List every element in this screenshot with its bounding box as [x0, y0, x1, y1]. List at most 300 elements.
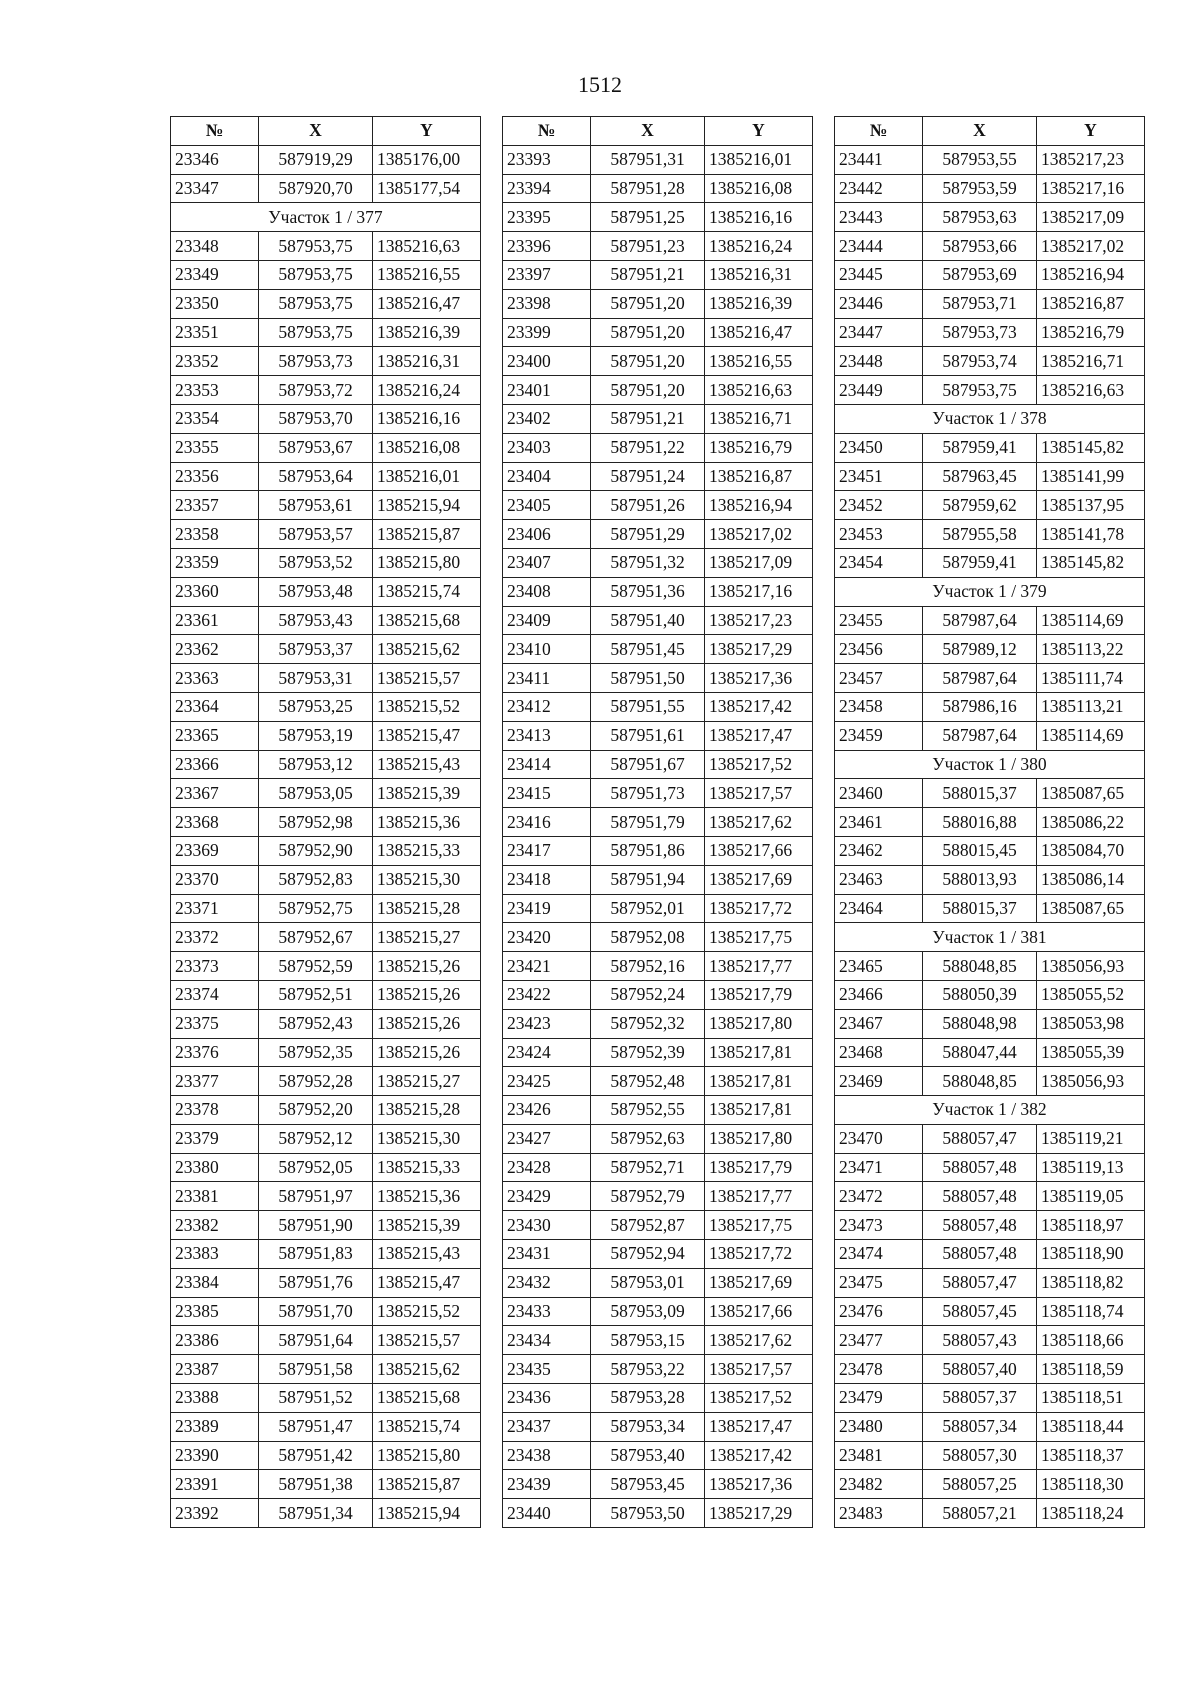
table-row	[503, 923, 813, 952]
point-number-cell: 23381	[171, 1182, 259, 1211]
x-coordinate-cell: 587953,55	[923, 145, 1037, 174]
x-coordinate-cell: 587951,45	[591, 635, 705, 664]
table-row	[171, 577, 481, 606]
table-row	[835, 548, 1145, 577]
table-row	[171, 1038, 481, 1067]
y-coordinate-cell: 1385118,59	[1037, 1355, 1145, 1384]
y-coordinate-cell: 1385215,52	[373, 692, 481, 721]
y-coordinate-cell: 1385217,79	[705, 980, 813, 1009]
x-coordinate-cell: 587951,24	[591, 462, 705, 491]
point-number-cell: 23423	[503, 1009, 591, 1038]
table-row	[835, 1355, 1145, 1384]
y-coordinate-cell: 1385215,28	[373, 1096, 481, 1125]
table-row	[835, 1268, 1145, 1297]
x-coordinate-cell: 587953,09	[591, 1297, 705, 1326]
table-row	[835, 289, 1145, 318]
x-coordinate-cell: 587953,75	[259, 289, 373, 318]
x-coordinate-cell: 587953,69	[923, 260, 1037, 289]
y-coordinate-cell: 1385113,22	[1037, 635, 1145, 664]
x-coordinate-cell: 587952,63	[591, 1124, 705, 1153]
point-number-cell: 23472	[835, 1182, 923, 1211]
point-number-cell: 23390	[171, 1441, 259, 1470]
section-row	[835, 750, 1145, 779]
y-coordinate-cell: 1385215,57	[373, 664, 481, 693]
point-number-cell: 23467	[835, 1009, 923, 1038]
x-coordinate-cell: 587953,52	[259, 548, 373, 577]
x-coordinate-cell: 587953,48	[259, 577, 373, 606]
x-coordinate-cell: 587951,32	[591, 548, 705, 577]
table-row	[171, 1384, 481, 1413]
coordinates-table-3	[834, 116, 1145, 1528]
point-number-cell: 23419	[503, 894, 591, 923]
y-coordinate-cell: 1385215,47	[373, 721, 481, 750]
x-coordinate-cell: 587952,28	[259, 1067, 373, 1096]
y-coordinate-cell: 1385215,26	[373, 1009, 481, 1038]
table-row	[835, 1240, 1145, 1269]
y-coordinate-cell: 1385215,30	[373, 1124, 481, 1153]
table-row	[171, 404, 481, 433]
x-coordinate-cell: 587951,31	[591, 145, 705, 174]
table-row	[503, 491, 813, 520]
y-coordinate-cell: 1385217,29	[705, 635, 813, 664]
table-row	[171, 606, 481, 635]
point-number-cell: 23377	[171, 1067, 259, 1096]
x-coordinate-cell: 587952,35	[259, 1038, 373, 1067]
table-row	[503, 174, 813, 203]
table-row	[503, 577, 813, 606]
point-number-cell: 23371	[171, 894, 259, 923]
table-row	[503, 1153, 813, 1182]
table-header-row	[835, 117, 1145, 146]
y-coordinate-cell: 1385215,36	[373, 1182, 481, 1211]
point-number-cell: 23414	[503, 750, 591, 779]
x-coordinate-cell: 587953,74	[923, 347, 1037, 376]
section-row	[835, 923, 1145, 952]
x-coordinate-cell: 587953,72	[259, 376, 373, 405]
point-number-cell: 23346	[171, 145, 259, 174]
y-coordinate-cell: 1385216,24	[373, 376, 481, 405]
y-coordinate-cell: 1385217,52	[705, 750, 813, 779]
y-coordinate-cell: 1385145,82	[1037, 548, 1145, 577]
point-number-cell: 23441	[835, 145, 923, 174]
x-coordinate-cell: 587952,71	[591, 1153, 705, 1182]
y-coordinate-cell: 1385217,69	[705, 1268, 813, 1297]
y-coordinate-cell: 1385217,09	[705, 548, 813, 577]
table-row	[503, 779, 813, 808]
y-coordinate-cell: 1385217,81	[705, 1038, 813, 1067]
table-row	[171, 980, 481, 1009]
table-row	[171, 1297, 481, 1326]
y-coordinate-cell: 1385216,47	[705, 318, 813, 347]
table-row	[171, 433, 481, 462]
table-row	[835, 635, 1145, 664]
y-coordinate-cell: 1385118,97	[1037, 1211, 1145, 1240]
x-coordinate-cell: 588057,45	[923, 1297, 1037, 1326]
y-coordinate-cell: 1385215,68	[373, 1384, 481, 1413]
x-coordinate-cell: 587953,66	[923, 232, 1037, 261]
section-label: Участок 1 / 380	[835, 750, 1145, 779]
y-coordinate-cell: 1385053,98	[1037, 1009, 1145, 1038]
y-coordinate-cell: 1385055,39	[1037, 1038, 1145, 1067]
point-number-cell: 23382	[171, 1211, 259, 1240]
point-number-cell: 23387	[171, 1355, 259, 1384]
point-number-cell: 23427	[503, 1124, 591, 1153]
y-coordinate-cell: 1385118,82	[1037, 1268, 1145, 1297]
x-coordinate-cell: 588048,85	[923, 952, 1037, 981]
point-number-cell: 23417	[503, 836, 591, 865]
table-row	[835, 721, 1145, 750]
table-row	[835, 318, 1145, 347]
table-row	[503, 692, 813, 721]
point-number-cell: 23407	[503, 548, 591, 577]
point-number-cell: 23400	[503, 347, 591, 376]
y-coordinate-cell: 1385216,08	[705, 174, 813, 203]
section-label: Участок 1 / 381	[835, 923, 1145, 952]
y-coordinate-cell: 1385217,52	[705, 1384, 813, 1413]
point-number-cell: 23482	[835, 1470, 923, 1499]
table-row	[835, 232, 1145, 261]
table-row	[171, 1499, 481, 1528]
y-coordinate-cell: 1385216,47	[373, 289, 481, 318]
table-row	[835, 203, 1145, 232]
y-coordinate-cell: 1385217,72	[705, 1240, 813, 1269]
coordinates-table-1	[170, 116, 481, 1528]
point-number-cell: 23465	[835, 952, 923, 981]
y-coordinate-cell: 1385215,26	[373, 1038, 481, 1067]
y-coordinate-cell: 1385119,05	[1037, 1182, 1145, 1211]
x-coordinate-cell: 587953,73	[923, 318, 1037, 347]
x-coordinate-cell: 587953,57	[259, 520, 373, 549]
y-coordinate-cell: 1385055,52	[1037, 980, 1145, 1009]
point-number-cell: 23431	[503, 1240, 591, 1269]
header-number: №	[171, 117, 259, 146]
point-number-cell: 23430	[503, 1211, 591, 1240]
y-coordinate-cell: 1385114,69	[1037, 606, 1145, 635]
x-coordinate-cell: 587951,28	[591, 174, 705, 203]
point-number-cell: 23370	[171, 865, 259, 894]
x-coordinate-cell: 587953,19	[259, 721, 373, 750]
x-coordinate-cell: 587952,94	[591, 1240, 705, 1269]
x-coordinate-cell: 587951,67	[591, 750, 705, 779]
x-coordinate-cell: 587951,22	[591, 433, 705, 462]
y-coordinate-cell: 1385217,29	[705, 1499, 813, 1528]
x-coordinate-cell: 588057,48	[923, 1182, 1037, 1211]
x-coordinate-cell: 587952,48	[591, 1067, 705, 1096]
y-coordinate-cell: 1385118,90	[1037, 1240, 1145, 1269]
point-number-cell: 23388	[171, 1384, 259, 1413]
point-number-cell: 23452	[835, 491, 923, 520]
table-row	[171, 1470, 481, 1499]
table-row	[171, 1182, 481, 1211]
point-number-cell: 23439	[503, 1470, 591, 1499]
y-coordinate-cell: 1385141,78	[1037, 520, 1145, 549]
point-number-cell: 23354	[171, 404, 259, 433]
y-coordinate-cell: 1385087,65	[1037, 894, 1145, 923]
y-coordinate-cell: 1385217,02	[1037, 232, 1145, 261]
y-coordinate-cell: 1385217,09	[1037, 203, 1145, 232]
x-coordinate-cell: 587952,90	[259, 836, 373, 865]
y-coordinate-cell: 1385217,23	[1037, 145, 1145, 174]
x-coordinate-cell: 587951,94	[591, 865, 705, 894]
x-coordinate-cell: 587952,87	[591, 1211, 705, 1240]
y-coordinate-cell: 1385215,68	[373, 606, 481, 635]
point-number-cell: 23351	[171, 318, 259, 347]
x-coordinate-cell: 588048,98	[923, 1009, 1037, 1038]
x-coordinate-cell: 587959,41	[923, 433, 1037, 462]
x-coordinate-cell: 587953,50	[591, 1499, 705, 1528]
x-coordinate-cell: 588057,47	[923, 1124, 1037, 1153]
table-row	[503, 1067, 813, 1096]
point-number-cell: 23361	[171, 606, 259, 635]
table-row	[171, 721, 481, 750]
x-coordinate-cell: 587951,26	[591, 491, 705, 520]
table-row	[835, 520, 1145, 549]
y-coordinate-cell: 1385217,69	[705, 865, 813, 894]
x-coordinate-cell: 587951,90	[259, 1211, 373, 1240]
point-number-cell: 23375	[171, 1009, 259, 1038]
table-row	[835, 1384, 1145, 1413]
y-coordinate-cell: 1385215,87	[373, 1470, 481, 1499]
table-header-row	[171, 117, 481, 146]
x-coordinate-cell: 587953,40	[591, 1441, 705, 1470]
point-number-cell: 23438	[503, 1441, 591, 1470]
table-row	[171, 1441, 481, 1470]
point-number-cell: 23426	[503, 1096, 591, 1125]
table-row	[503, 462, 813, 491]
point-number-cell: 23391	[171, 1470, 259, 1499]
y-coordinate-cell: 1385215,52	[373, 1297, 481, 1326]
y-coordinate-cell: 1385215,87	[373, 520, 481, 549]
table-row	[835, 1153, 1145, 1182]
y-coordinate-cell: 1385217,80	[705, 1009, 813, 1038]
y-coordinate-cell: 1385216,94	[1037, 260, 1145, 289]
section-label: Участок 1 / 378	[835, 404, 1145, 433]
y-coordinate-cell: 1385217,16	[1037, 174, 1145, 203]
y-coordinate-cell: 1385217,47	[705, 721, 813, 750]
point-number-cell: 23475	[835, 1268, 923, 1297]
y-coordinate-cell: 1385217,16	[705, 577, 813, 606]
y-coordinate-cell: 1385217,75	[705, 923, 813, 952]
table-row	[503, 1182, 813, 1211]
x-coordinate-cell: 588057,48	[923, 1240, 1037, 1269]
table-row	[171, 894, 481, 923]
x-coordinate-cell: 587951,20	[591, 347, 705, 376]
header-y: Y	[373, 117, 481, 146]
x-coordinate-cell: 587951,21	[591, 404, 705, 433]
y-coordinate-cell: 1385215,33	[373, 836, 481, 865]
point-number-cell: 23378	[171, 1096, 259, 1125]
table-row	[835, 174, 1145, 203]
x-coordinate-cell: 587953,75	[923, 376, 1037, 405]
point-number-cell: 23449	[835, 376, 923, 405]
table-row	[171, 1326, 481, 1355]
x-coordinate-cell: 587987,64	[923, 721, 1037, 750]
y-coordinate-cell: 1385118,66	[1037, 1326, 1145, 1355]
table-row	[503, 289, 813, 318]
point-number-cell: 23384	[171, 1268, 259, 1297]
x-coordinate-cell: 588047,44	[923, 1038, 1037, 1067]
x-coordinate-cell: 587951,50	[591, 664, 705, 693]
table-row	[171, 145, 481, 174]
x-coordinate-cell: 588057,21	[923, 1499, 1037, 1528]
section-label: Участок 1 / 379	[835, 577, 1145, 606]
y-coordinate-cell: 1385217,02	[705, 520, 813, 549]
y-coordinate-cell: 1385217,66	[705, 836, 813, 865]
table-row	[171, 1009, 481, 1038]
table-row	[171, 520, 481, 549]
table-row	[835, 952, 1145, 981]
x-coordinate-cell: 587953,43	[259, 606, 373, 635]
x-coordinate-cell: 587989,12	[923, 635, 1037, 664]
table-header-row	[503, 117, 813, 146]
y-coordinate-cell: 1385215,47	[373, 1268, 481, 1297]
table-row	[503, 606, 813, 635]
point-number-cell: 23481	[835, 1441, 923, 1470]
table-row	[171, 174, 481, 203]
point-number-cell: 23447	[835, 318, 923, 347]
point-number-cell: 23478	[835, 1355, 923, 1384]
point-number-cell: 23385	[171, 1297, 259, 1326]
header-x: X	[259, 117, 373, 146]
point-number-cell: 23424	[503, 1038, 591, 1067]
table-row	[503, 1384, 813, 1413]
table-row	[171, 1124, 481, 1153]
point-number-cell: 23420	[503, 923, 591, 952]
point-number-cell: 23455	[835, 606, 923, 635]
table-row	[171, 635, 481, 664]
y-coordinate-cell: 1385176,00	[373, 145, 481, 174]
table-row	[503, 894, 813, 923]
table-row	[835, 606, 1145, 635]
table-row	[503, 318, 813, 347]
x-coordinate-cell: 588057,25	[923, 1470, 1037, 1499]
table-row	[503, 1038, 813, 1067]
point-number-cell: 23434	[503, 1326, 591, 1355]
point-number-cell: 23380	[171, 1153, 259, 1182]
point-number-cell: 23453	[835, 520, 923, 549]
table-row	[503, 808, 813, 837]
y-coordinate-cell: 1385119,21	[1037, 1124, 1145, 1153]
table-row	[835, 1067, 1145, 1096]
x-coordinate-cell: 587951,83	[259, 1240, 373, 1269]
table-row	[171, 318, 481, 347]
table-row	[503, 520, 813, 549]
y-coordinate-cell: 1385086,22	[1037, 808, 1145, 837]
point-number-cell: 23466	[835, 980, 923, 1009]
table-row	[171, 692, 481, 721]
table-row	[171, 1096, 481, 1125]
x-coordinate-cell: 588057,37	[923, 1384, 1037, 1413]
x-coordinate-cell: 587951,29	[591, 520, 705, 549]
table-row	[503, 836, 813, 865]
table-row	[171, 1355, 481, 1384]
table-row	[835, 980, 1145, 1009]
y-coordinate-cell: 1385216,39	[373, 318, 481, 347]
page-number: 1512	[578, 72, 622, 97]
y-coordinate-cell: 1385215,43	[373, 1240, 481, 1269]
point-number-cell: 23398	[503, 289, 591, 318]
table-row	[171, 1153, 481, 1182]
y-coordinate-cell: 1385217,57	[705, 1355, 813, 1384]
y-coordinate-cell: 1385215,36	[373, 808, 481, 837]
x-coordinate-cell: 587952,98	[259, 808, 373, 837]
table-row	[503, 664, 813, 693]
point-number-cell: 23368	[171, 808, 259, 837]
y-coordinate-cell: 1385217,42	[705, 692, 813, 721]
point-number-cell: 23402	[503, 404, 591, 433]
x-coordinate-cell: 588057,48	[923, 1211, 1037, 1240]
x-coordinate-cell: 587952,55	[591, 1096, 705, 1125]
x-coordinate-cell: 587951,61	[591, 721, 705, 750]
table-row	[171, 664, 481, 693]
y-coordinate-cell: 1385216,87	[705, 462, 813, 491]
point-number-cell: 23476	[835, 1297, 923, 1326]
x-coordinate-cell: 587951,79	[591, 808, 705, 837]
y-coordinate-cell: 1385217,36	[705, 1470, 813, 1499]
section-row	[835, 577, 1145, 606]
x-coordinate-cell: 587920,70	[259, 174, 373, 203]
point-number-cell: 23479	[835, 1384, 923, 1413]
y-coordinate-cell: 1385216,71	[705, 404, 813, 433]
table-row	[503, 433, 813, 462]
y-coordinate-cell: 1385113,21	[1037, 692, 1145, 721]
table-row	[171, 808, 481, 837]
table-row	[503, 1240, 813, 1269]
x-coordinate-cell: 587951,76	[259, 1268, 373, 1297]
table-row	[503, 548, 813, 577]
point-number-cell: 23416	[503, 808, 591, 837]
header-x: X	[923, 117, 1037, 146]
table-row	[503, 1268, 813, 1297]
point-number-cell: 23464	[835, 894, 923, 923]
point-number-cell: 23480	[835, 1412, 923, 1441]
y-coordinate-cell: 1385216,94	[705, 491, 813, 520]
y-coordinate-cell: 1385216,31	[373, 347, 481, 376]
point-number-cell: 23366	[171, 750, 259, 779]
point-number-cell: 23458	[835, 692, 923, 721]
table-row	[835, 1009, 1145, 1038]
y-coordinate-cell: 1385215,74	[373, 1412, 481, 1441]
point-number-cell: 23413	[503, 721, 591, 750]
point-number-cell: 23462	[835, 836, 923, 865]
table-row	[171, 1211, 481, 1240]
table-row	[835, 836, 1145, 865]
x-coordinate-cell: 587953,25	[259, 692, 373, 721]
y-coordinate-cell: 1385114,69	[1037, 721, 1145, 750]
x-coordinate-cell: 588015,45	[923, 836, 1037, 865]
y-coordinate-cell: 1385217,75	[705, 1211, 813, 1240]
point-number-cell: 23450	[835, 433, 923, 462]
x-coordinate-cell: 587953,70	[259, 404, 373, 433]
x-coordinate-cell: 587952,20	[259, 1096, 373, 1125]
x-coordinate-cell: 587953,28	[591, 1384, 705, 1413]
x-coordinate-cell: 587951,42	[259, 1441, 373, 1470]
table-row	[171, 1412, 481, 1441]
y-coordinate-cell: 1385118,44	[1037, 1412, 1145, 1441]
x-coordinate-cell: 587951,58	[259, 1355, 373, 1384]
table-row	[503, 952, 813, 981]
x-coordinate-cell: 587953,59	[923, 174, 1037, 203]
x-coordinate-cell: 587951,20	[591, 376, 705, 405]
point-number-cell: 23418	[503, 865, 591, 894]
table-row	[171, 1268, 481, 1297]
x-coordinate-cell: 587953,71	[923, 289, 1037, 318]
point-number-cell: 23446	[835, 289, 923, 318]
table-row	[835, 865, 1145, 894]
y-coordinate-cell: 1385215,39	[373, 779, 481, 808]
table-row	[835, 808, 1145, 837]
x-coordinate-cell: 587951,47	[259, 1412, 373, 1441]
